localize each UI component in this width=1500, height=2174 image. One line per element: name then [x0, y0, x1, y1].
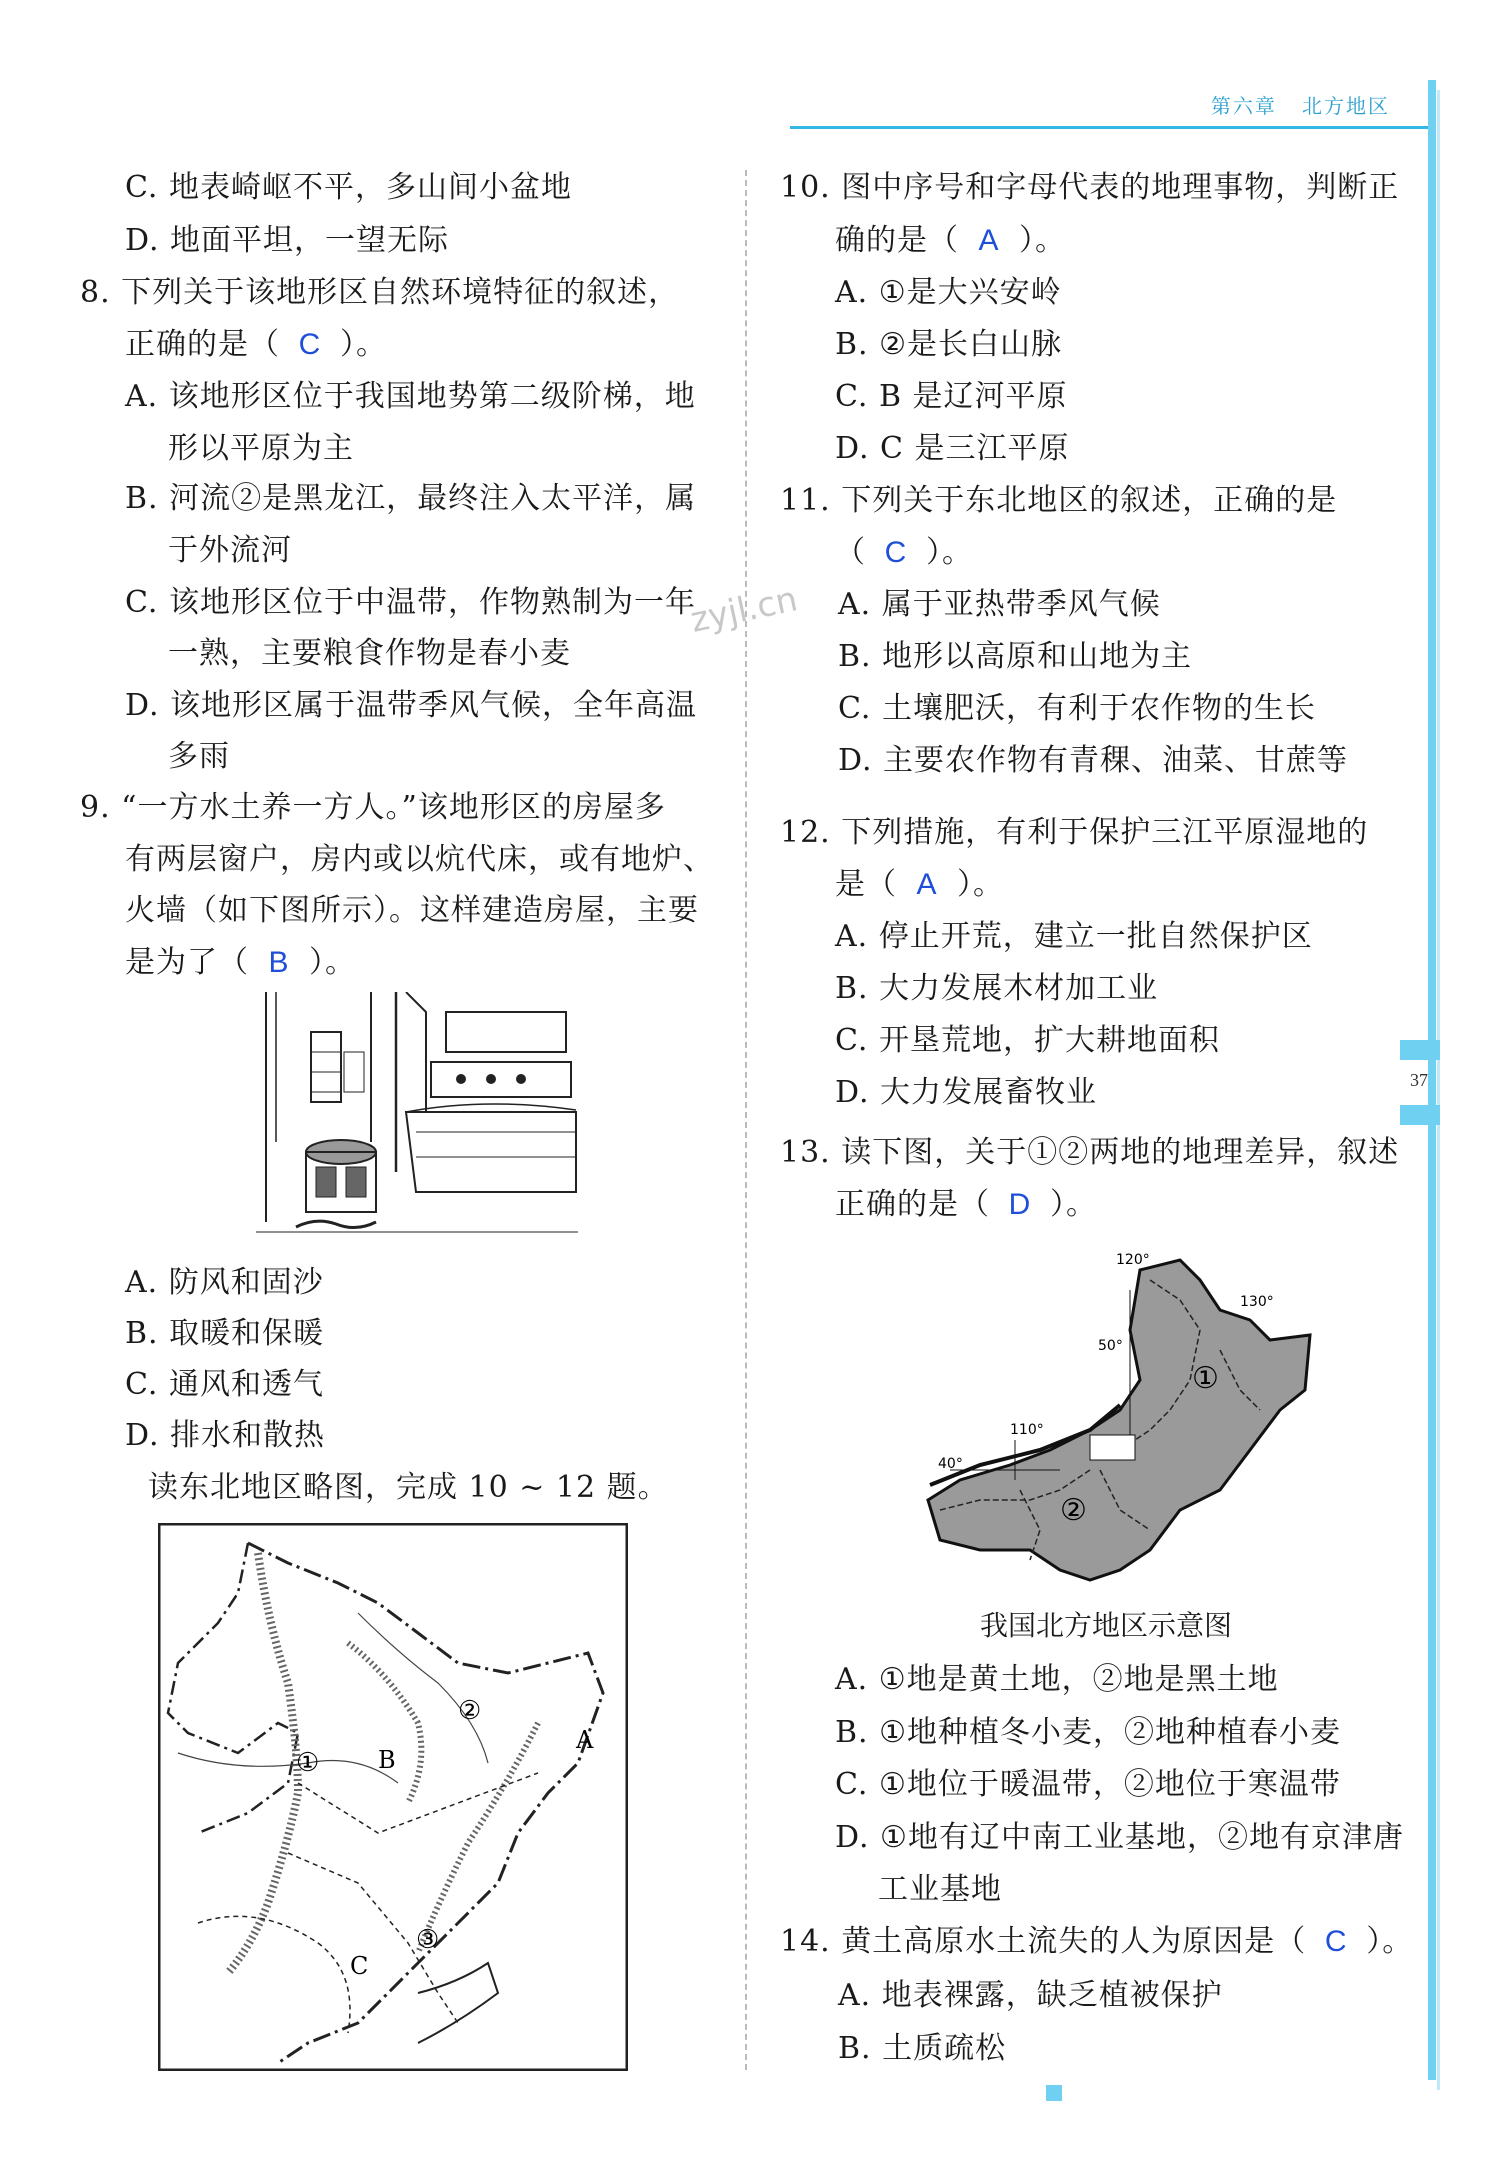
q13-option-d: D. ①地有辽中南工业基地，②地有京津唐 [835, 1820, 1404, 1855]
q9-stem-line2: 有两层窗户，房内或以炕代床，或有地炉、 [125, 842, 714, 877]
page-edge-stripe-light [1437, 90, 1440, 2090]
map-label-2: ② [458, 1696, 482, 1726]
q7-option-d: D. 地面平坦，一望无际 [125, 223, 450, 258]
chapter-label: 第六章 [1210, 94, 1277, 118]
q8-option-c-cont: 一熟，主要粮食作物是春小麦 [168, 636, 571, 671]
q11-option-c: C. 土壤肥沃，有利于农作物的生长 [838, 691, 1316, 726]
q11-option-d: D. 主要农作物有青稞、油菜、甘蔗等 [838, 743, 1349, 778]
q13-stem: 13. 读下图，关于①②两地的地理差异，叙述 [780, 1135, 1400, 1170]
q9-stem: 9. “一方水土养一方人。”该地形区的房屋多 [80, 790, 666, 825]
q11-option-a: A. 属于亚热带季风气候 [838, 587, 1161, 622]
q9-option-d: D. 排水和散热 [125, 1418, 326, 1453]
q8-stem-line2: 正确的是（ C ）。 [125, 325, 387, 365]
q12-option-b: B. 大力发展木材加工业 [835, 971, 1159, 1006]
q14-answer: C [1324, 1925, 1348, 1958]
q13-option-a: A. ①地是黄土地，②地是黑土地 [835, 1662, 1279, 1697]
q8-option-a: A. 该地形区位于我国地势第二级阶梯，地 [125, 379, 696, 414]
page-tab-top [1400, 1040, 1440, 1060]
column-divider [745, 170, 747, 2070]
q8-option-d: D. 该地形区属于温带季风气候，全年高温 [125, 688, 698, 723]
q11-stem-line2: （ C ）。 [835, 533, 973, 573]
house-interior-illustration [256, 992, 578, 1242]
q11-option-b: B. 地形以高原和山地为主 [838, 639, 1193, 674]
q9-option-a: A. 防风和固沙 [125, 1265, 324, 1300]
q8-option-b: B. 河流②是黑龙江，最终注入太平洋，属 [125, 481, 697, 516]
header-rule [790, 126, 1430, 129]
q10-option-c: C. B 是辽河平原 [835, 379, 1068, 414]
q10-stem: 10. 图中序号和字母代表的地理事物，判断正 [780, 170, 1400, 205]
q9-option-b: B. 取暖和保暖 [125, 1316, 325, 1351]
q12-answer: A [916, 868, 938, 901]
q12-option-a: A. 停止开荒，建立一批自然保护区 [835, 919, 1313, 954]
q8-option-b-cont: 于外流河 [168, 533, 292, 568]
map-region-2: ② [1060, 1493, 1087, 1528]
q13-option-c: C. ①地位于暖温带，②地位于寒温带 [835, 1767, 1341, 1802]
northern-china-map [920, 1250, 1320, 1590]
q14-stem: 14. 黄土高原水土流失的人为原因是（ C ）。 [780, 1922, 1413, 1962]
map-lon-110: 110° [1010, 1422, 1044, 1438]
q10-option-d: D. C 是三江平原 [835, 431, 1070, 466]
map-label-a: A [576, 1726, 594, 1754]
q10-option-b: B. ②是长白山脉 [835, 327, 1063, 362]
q8-answer: C [298, 328, 322, 361]
q12-option-c: C. 开垦荒地，扩大耕地面积 [835, 1023, 1220, 1058]
page-edge-stripe [1428, 80, 1436, 2080]
q8-stem: 8. 下列关于该地形区自然环境特征的叙述， [80, 275, 680, 310]
q9-stem-line3: 火墙（如下图所示）。这样建造房屋，主要 [125, 893, 699, 928]
q12-stem: 12. 下列措施，有利于保护三江平原湿地的 [780, 815, 1369, 850]
q11-answer: C [884, 536, 908, 569]
corner-marker [1046, 2085, 1062, 2101]
q10-option-a: A. ①是大兴安岭 [835, 275, 1062, 310]
q14-option-b: B. 土质疏松 [838, 2031, 1007, 2066]
q12-stem-line2: 是（ A ）。 [835, 865, 1004, 905]
q11-stem: 11. 下列关于东北地区的叙述，正确的是 [780, 483, 1338, 518]
map-lat-50: 50° [1098, 1338, 1123, 1354]
page-header [1211, 90, 1390, 119]
section-intro: 读东北地区略图，完成 10 ~ 12 题。 [148, 1470, 669, 1505]
q12-option-d: D. 大力发展畜牧业 [835, 1075, 1098, 1110]
q13-option-d-cont: 工业基地 [878, 1872, 1002, 1907]
map-label-c: C [350, 1952, 369, 1980]
section-label: 北方地区 [1302, 94, 1390, 118]
map-region-1: ① [1192, 1361, 1219, 1396]
q9-stem-line4: 是为了（ B ）。 [125, 943, 356, 983]
page-number: 37 [1410, 1070, 1428, 1090]
q13-stem-line2: 正确的是（ D ）。 [835, 1185, 1097, 1225]
q13-option-b: B. ①地种植冬小麦，②地种植春小麦 [835, 1715, 1342, 1750]
q14-option-a: A. 地表裸露，缺乏植被保护 [838, 1978, 1223, 2013]
q13-answer: D [1008, 1188, 1032, 1221]
q10-stem-line2: 确的是（ A ）。 [835, 221, 1066, 261]
map-caption: 我国北方地区示意图 [980, 1609, 1233, 1642]
map-lat-40: 40° [938, 1456, 963, 1472]
map-lon-120: 120° [1116, 1252, 1150, 1268]
q8-option-d-cont: 多雨 [168, 739, 230, 774]
northeast-china-map [158, 1523, 628, 2071]
q8-option-a-cont: 形以平原为主 [168, 431, 354, 466]
q7-option-c: C. 地表崎岖不平，多山间小盆地 [125, 170, 572, 205]
q10-answer: A [978, 224, 1000, 257]
map-lon-130: 130° [1240, 1294, 1274, 1310]
map-label-1: ① [296, 1748, 320, 1778]
map-label-b: B [378, 1746, 396, 1774]
page-tab-bottom [1400, 1105, 1440, 1125]
q9-option-c: C. 通风和透气 [125, 1367, 324, 1402]
map-label-3: ③ [416, 1925, 440, 1955]
watermark: zyjl.cn [687, 579, 801, 641]
q9-answer: B [268, 946, 290, 979]
q8-option-c: C. 该地形区位于中温带，作物熟制为一年 [125, 585, 696, 620]
